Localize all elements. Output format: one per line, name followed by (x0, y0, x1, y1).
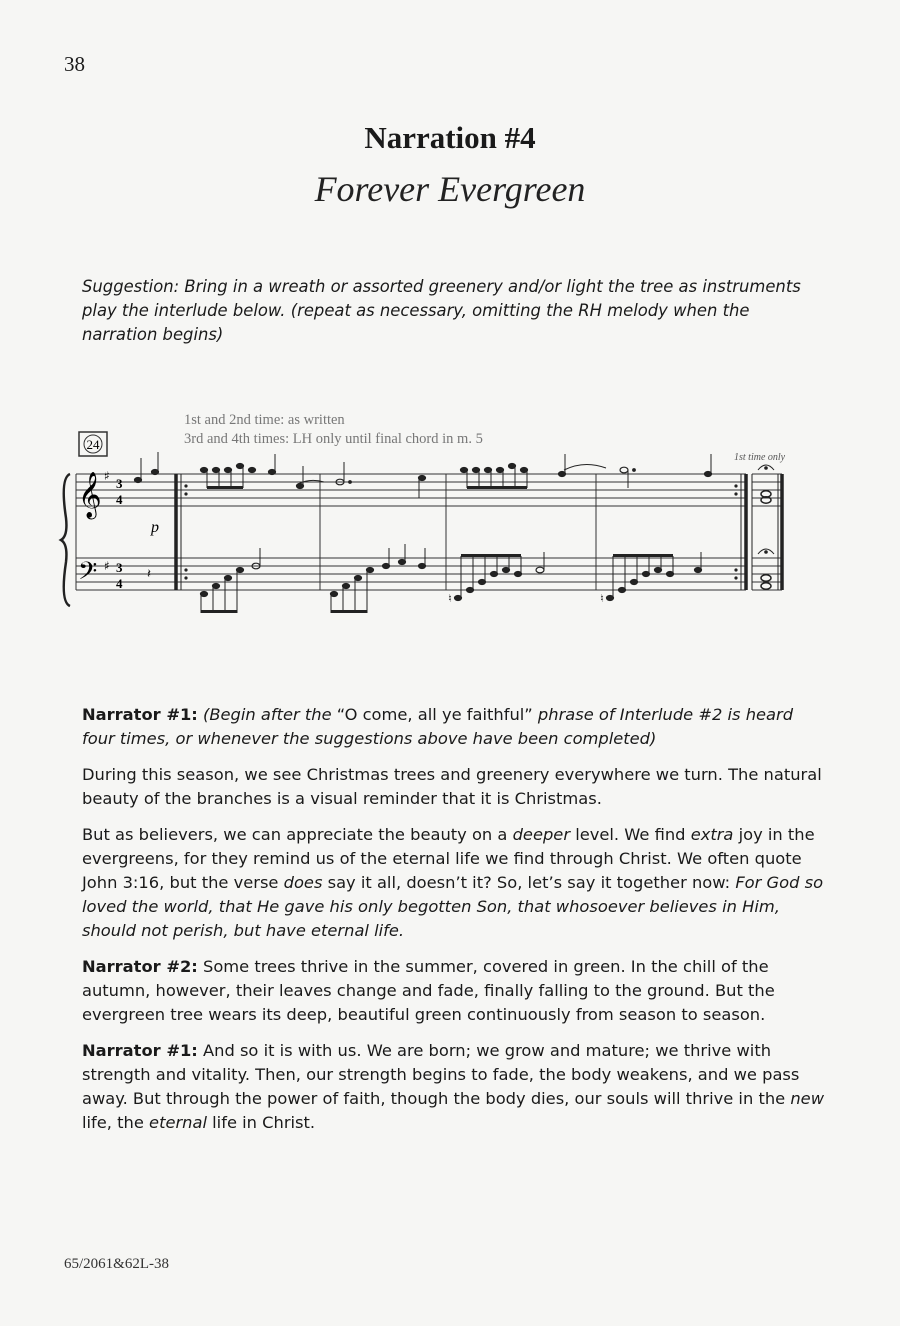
svg-text:♮: ♮ (448, 592, 452, 605)
p5-emph-new: new (790, 1089, 825, 1108)
repeat-end (734, 474, 746, 590)
narrator-1-label: Narrator #1: (82, 705, 198, 724)
p3-emph-extra: extra (690, 825, 734, 844)
measure-4-treble (620, 454, 712, 488)
page-subtitle: Forever Evergreen (314, 169, 586, 209)
measure-4-bass (600, 552, 702, 605)
narrator-2-label: Narrator #2: (82, 957, 198, 976)
svg-text:4: 4 (116, 492, 123, 507)
p3-scripture: For God so loved the world, that He gave his only begotten Son, that whosoever believes in Him, should not perish, but have eternal life. (82, 873, 824, 940)
narration-paragraph-5 (82, 1039, 827, 1135)
measure-2-bass (330, 544, 425, 613)
measure-2-treble (298, 462, 426, 498)
p3-text-g: say it all, doesn’t it? So, let’s say it together now: (322, 873, 736, 892)
narration-body (82, 703, 827, 1147)
bass-staff (76, 558, 782, 590)
music-score (58, 408, 858, 613)
svg-text:4: 4 (116, 576, 123, 591)
p3-emph-does: does (283, 873, 323, 892)
time-signature (116, 476, 123, 591)
svg-text:𝄽: 𝄽 (147, 567, 151, 582)
p3-text-c: level. We find (570, 825, 691, 844)
measure-number-box (79, 432, 107, 456)
svg-text:24: 24 (86, 437, 100, 452)
key-sharp-bass: ♯ (104, 559, 110, 573)
svg-text:3: 3 (116, 560, 123, 575)
p4-text: Some trees thrive in the summer, covered in green. In the chill of the autumn, however, their leaves change and fade, finally falling to the ground. But the evergreen tree wears its deep, beautiful green continuously from season to season. (82, 957, 775, 1024)
final-chord (752, 465, 782, 590)
narration-paragraph-3 (82, 823, 827, 943)
measure-3-treble (460, 454, 606, 489)
score-note-line2: 3rd and 4th times: LH only until final chord in m. 5 (184, 431, 483, 447)
narration-paragraph-1 (82, 703, 827, 751)
narrator-1-label-2: Narrator #1: (82, 1041, 198, 1060)
hymn-phrase: “O come, all ye faithful” (336, 705, 533, 724)
p3-emph-deeper: deeper (512, 825, 571, 844)
page-number: 38 (64, 52, 85, 76)
p5-text-e: life in Christ. (206, 1113, 316, 1132)
svg-text:♮: ♮ (600, 592, 604, 605)
svg-text:3: 3 (116, 476, 123, 491)
grand-staff-brace (61, 474, 70, 606)
treble-clef-icon: 𝄞 (78, 472, 102, 518)
footer-catalog-number: 65/2061&62L-38 (64, 1256, 169, 1272)
key-sharp-treble: ♯ (104, 469, 110, 483)
stage-direction-a: (Begin after the (203, 705, 337, 724)
dynamic-marking: p (151, 519, 159, 536)
page-title: Narration #4 (364, 120, 536, 155)
first-time-only-label: 1st time only (734, 452, 786, 463)
narration-paragraph-4 (82, 955, 827, 1027)
p5-text-c: life, the (82, 1113, 150, 1132)
narration-paragraph-2: During this season, we see Christmas trees and greenery everywhere we turn. The natural beauty of the branches is a visual reminder that it is Christmas. (82, 765, 822, 808)
pickup-notes (134, 452, 158, 582)
measure-3-bass (448, 552, 544, 605)
p5-text-a: And so it is with us. We are born; we grow and mature; we thrive with strength and vitality. Then, our strength begins to fade, the body weakens, and we pass away. But through the power of faith, though the body dies, our souls will thrive in the (82, 1041, 800, 1108)
p3-text-e: joy in the evergreens, for they remind us of the eternal life we find through Christ. We often quote John 3:16, but the verse (82, 825, 815, 892)
score-note-line1: 1st and 2nd time: as written (184, 412, 345, 428)
p5-emph-eternal: eternal (149, 1113, 207, 1132)
bass-clef-icon: 𝄢 (78, 557, 98, 592)
measure-1-treble (200, 454, 303, 489)
treble-staff (76, 474, 782, 506)
stage-direction-b: phrase of Interlude #2 is heard four times, or whenever the suggestions above have been completed) (82, 705, 794, 748)
repeat-start (176, 474, 188, 590)
p3-text-a: But as believers, we can appreciate the beauty on a (82, 825, 513, 844)
suggestion-text: Suggestion: Bring in a wreath or assorted greenery and/or light the tree as instruments play the interlude below. (repeat as necessary, omitting the RH melody when the narration begins) (82, 277, 801, 344)
